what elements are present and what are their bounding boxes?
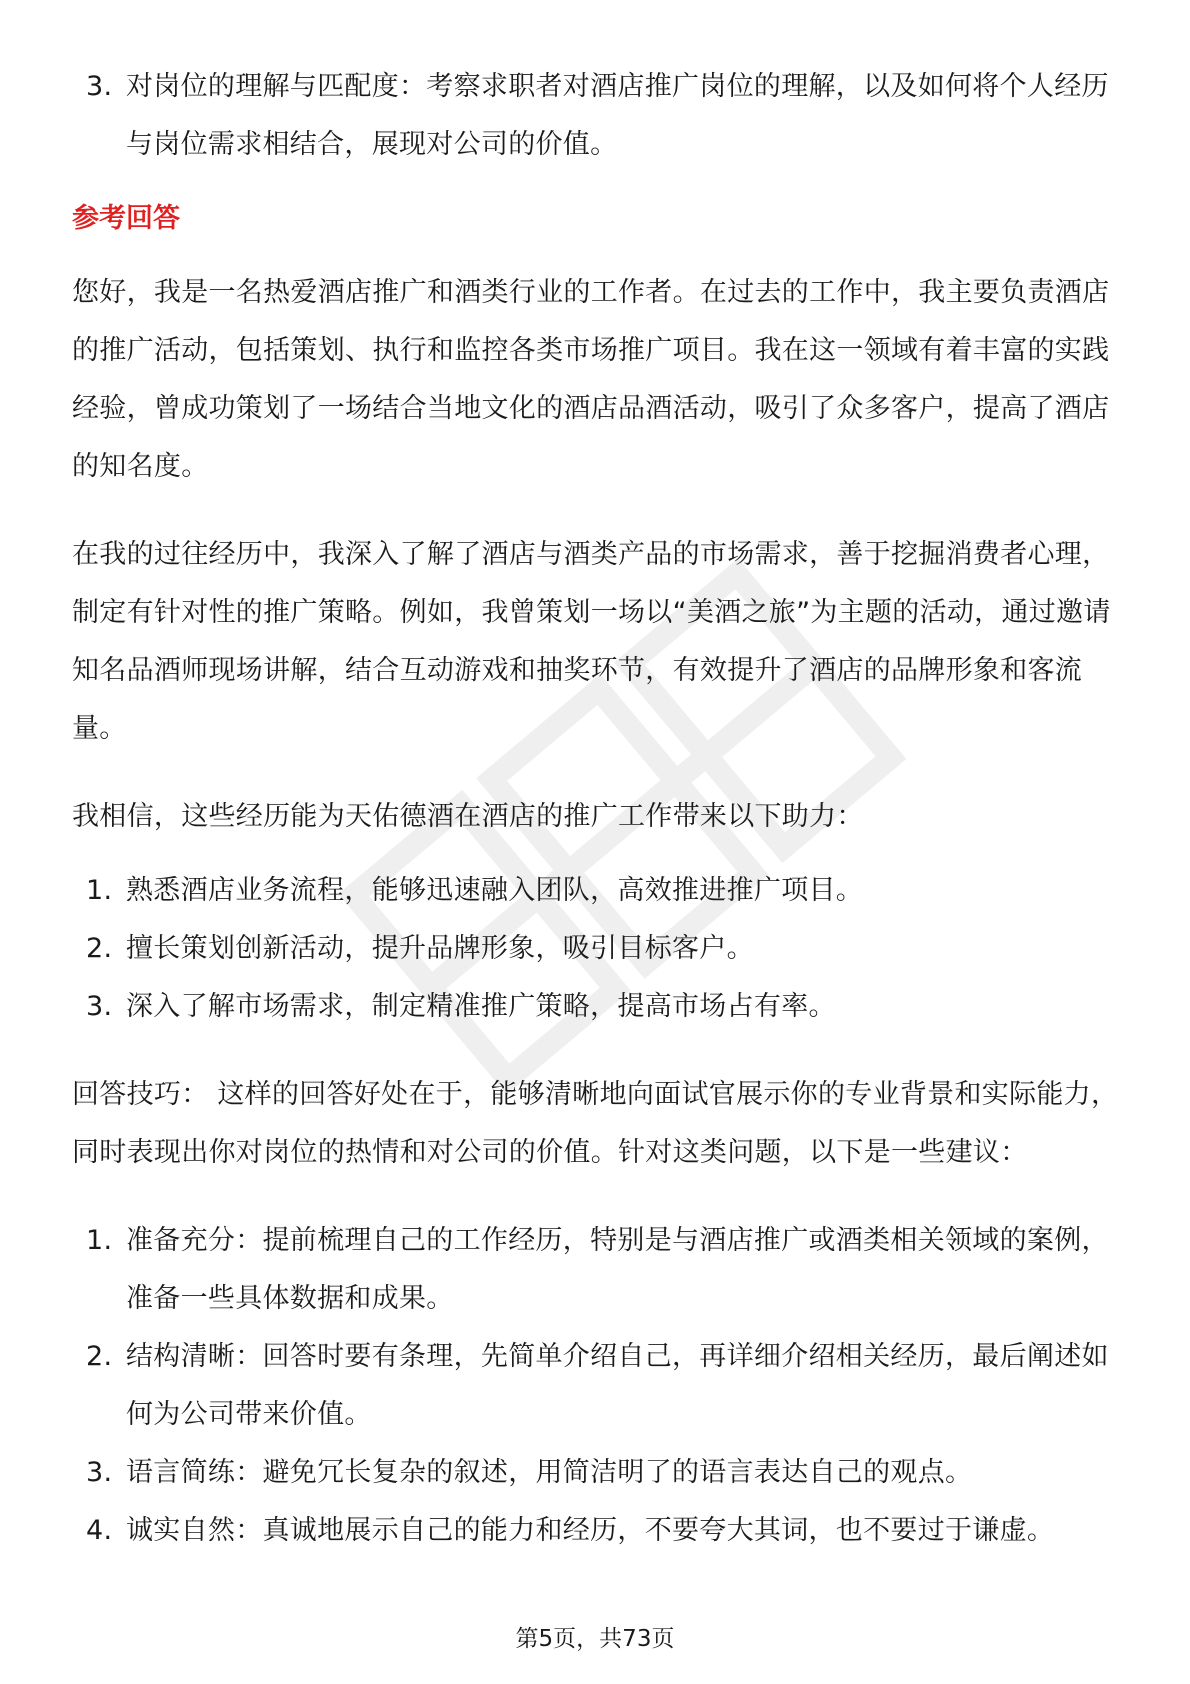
list-item <box>72 862 1132 920</box>
list-number: 2. <box>86 1341 113 1372</box>
list-item <box>72 58 1132 174</box>
list-item <box>72 1502 1132 1560</box>
list-number: 3. <box>86 991 113 1022</box>
list-text: 深入了解市场需求，制定精准推广策略，提高市场占有率。 <box>126 991 836 1022</box>
list-number: 3. <box>86 1457 113 1488</box>
list-text: 擅长策划创新活动，提升品牌形象，吸引目标客户。 <box>126 933 754 964</box>
list-number: 4. <box>86 1515 113 1546</box>
intro-list <box>72 58 1132 174</box>
paragraph-tips: 回答技巧： 这样的回答好处在于，能够清晰地向面试官展示你的专业背景和实际能力，同时表现出你对岗位的热情和对公司的价值。针对这类问题，以下是一些建议： <box>72 1079 1119 1168</box>
list-text: 熟悉酒店业务流程，能够迅速融入团队，高效推进推广项目。 <box>126 875 864 906</box>
page-number-footer: 第5页，共73页 <box>515 1626 675 1652</box>
list-text: 结构清晰：回答时要有条理，先简单介绍自己，再详细介绍相关经历，最后阐述如何为公司带来价值。 <box>126 1341 1109 1430</box>
list-item <box>72 1444 1132 1502</box>
list-number: 2. <box>86 933 113 964</box>
list-text: 诚实自然：真诚地展示自己的能力和经历，不要夸大其词，也不要过于谦虚。 <box>126 1515 1055 1546</box>
paragraph-experience: 在我的过往经历中，我深入了解了酒店与酒类产品的市场需求，善于挖掘消费者心理，制定有针对性的推广策略。例如，我曾策划一场以“美酒之旅”为主题的活动，通过邀请知名品酒师现场讲解，结合互动游戏和抽奖环节，有效提升了酒店的品牌形象和客流量。 <box>72 539 1111 744</box>
section-heading: 参考回答 <box>72 203 180 234</box>
list-item <box>72 978 1132 1036</box>
list-number: 1. <box>86 1225 113 1256</box>
help-list <box>72 862 1132 1036</box>
list-item <box>72 1328 1132 1444</box>
list-text: 对岗位的理解与匹配度：考察求职者对酒店推广岗位的理解，以及如何将个人经历与岗位需求相结合，展现对公司的价值。 <box>126 71 1109 160</box>
list-item <box>72 920 1132 978</box>
list-number: 3. <box>86 71 113 102</box>
list-text: 语言简练：避免冗长复杂的叙述，用简洁明了的语言表达自己的观点。 <box>126 1457 973 1488</box>
paragraph-belief: 我相信，这些经历能为天佑德酒在酒店的推广工作带来以下助力： <box>72 801 864 832</box>
list-text: 准备充分：提前梳理自己的工作经历，特别是与酒店推广或酒类相关领域的案例，准备一些具体数据和成果。 <box>126 1225 1109 1314</box>
list-number: 1. <box>86 875 113 906</box>
document-content <box>72 58 1132 1560</box>
paragraph-intro: 您好，我是一名热爱酒店推广和酒类行业的工作者。在过去的工作中，我主要负责酒店的推广活动，包括策划、执行和监控各类市场推广项目。我在这一领域有着丰富的实践经验，曾成功策划了一场结合当地文化的酒店品酒活动，吸引了众多客户，提高了酒店的知名度。 <box>72 277 1110 482</box>
list-item <box>72 1212 1132 1328</box>
tips-list <box>72 1212 1132 1560</box>
